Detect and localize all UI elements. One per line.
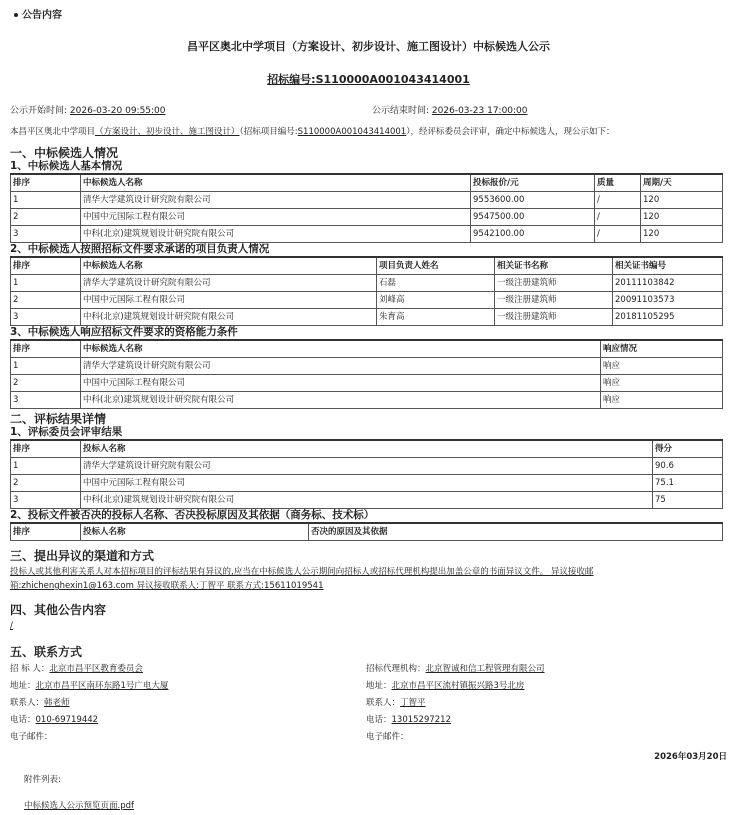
publish-date: 2026年03月20日 [654, 752, 727, 762]
intro-paragraph: 本昌平区奥北中学项目（方案设计、初步设计、施工图设计）（招标项目编号:S110000A001043414001），经评标委员会评审，确定中标候选人，现公示如下： [10, 127, 615, 137]
end-time: 公示结束时间: 2026-03-23 17:00:00 [372, 106, 528, 116]
section-1-sub-1: 1、中标候选人基本情况 [10, 160, 123, 172]
attachment-link[interactable]: 中标候选人公示预览页面.pdf [24, 801, 134, 811]
table-qualification [10, 339, 723, 409]
contact-info [10, 661, 727, 746]
section-label: 公告内容 [10, 0, 727, 22]
tender-code: 招标编号:S110000A001043414001 [267, 73, 470, 86]
other-content: / [10, 621, 13, 631]
table-row: 1 清华大学建筑设计研究院有限公司 90.6 [11, 458, 723, 475]
table-row: 2 中国中元国际工程有限公司 刘峰高 一级注册建筑师 20091103573 [11, 292, 723, 309]
publicity-times [10, 103, 727, 116]
table-row: 1 清华大学建筑设计研究院有限公司 9553600.00 / 120 [11, 192, 723, 209]
agency-contact: 招标代理机构：北京智诚和信工程管理有限公司 地址：北京市昌平区流村镇振兴路3号北房 联系人：丁智平 电话：13015297212 电子邮件： [366, 664, 545, 742]
start-time: 公示开始时间: 2026-03-20 09:55:00 [10, 106, 166, 116]
table-row: 3 中科(北京)建筑规划设计研究院有限公司 75 [11, 492, 723, 509]
table-rejected [10, 522, 723, 541]
section-1-sub-3: 3、中标候选人响应招标文件要求的资格能力条件 [10, 326, 238, 338]
table-evaluation [10, 439, 723, 509]
table-header-row: 排序 投标人名称 得分 [11, 440, 723, 458]
section-1-heading: 一、中标候选人情况 [10, 146, 119, 160]
table-header-row: 排序 投标人名称 否决的原因及其依据 [11, 523, 723, 541]
table-row: 3 中科(北京)建筑规划设计研究院有限公司 朱育高 一级注册建筑师 20181105295 [11, 309, 723, 326]
table-header-row: 排序 中标候选人名称 项目负责人姓名 相关证书名称 相关证书编号 [11, 257, 723, 275]
table-row: 3 中科(北京)建筑规划设计研究院有限公司 9542100.00 / 120 [11, 226, 723, 243]
table-header-row: 排序 中标候选人名称 响应情况 [11, 340, 723, 358]
attachment-label: 附件列表: [24, 775, 61, 785]
table-row: 2 中国中元国际工程有限公司 9547500.00 / 120 [11, 209, 723, 226]
objection-text: 投标人或其他利害关系人对本招标项目的评标结果有异议的,应当在中标候选人公示期间向招标人或招标代理机构提出加盖公章的书面异议文件。 异议接收邮 箱:zhichenghexin1@163.com 异议接收联系人:丁智平 联系方式:15611019541 [10, 567, 594, 591]
table-project-leader [10, 256, 723, 326]
section-3-heading: 三、提出异议的渠道和方式 [10, 549, 155, 563]
section-2-heading: 二、评标结果详情 [10, 412, 107, 426]
table-row: 3 中科(北京)建筑规划设计研究院有限公司 响应 [11, 392, 723, 409]
section-5-heading: 五、联系方式 [10, 645, 83, 659]
section-1-sub-2: 2、中标候选人按照招标文件要求承诺的项目负责人情况 [10, 243, 270, 255]
page-title: 昌平区奥北中学项目（方案设计、初步设计、施工图设计）中标候选人公示 [187, 40, 550, 53]
table-row: 2 中国中元国际工程有限公司 响应 [11, 375, 723, 392]
tenderer-contact: 招 标 人：北京市昌平区教育委员会 地址：北京市昌平区南环东路1号广电大厦 联系人：韩老师 电话：010-69719442 电子邮件： [10, 664, 169, 742]
section-2-sub-2: 2、投标文件被否决的投标人名称、否决投标原因及其依据（商务标、技术标） [10, 509, 375, 521]
table-header-row: 排序 中标候选人名称 投标报价/元 质量 周期/天 [11, 174, 723, 192]
table-basic-info [10, 173, 723, 243]
table-row: 1 清华大学建筑设计研究院有限公司 石磊 一级注册建筑师 20111103842 [11, 275, 723, 292]
section-2-sub-1: 1、评标委员会评审结果 [10, 426, 123, 438]
bullet-icon [14, 13, 18, 17]
table-row: 2 中国中元国际工程有限公司 75.1 [11, 475, 723, 492]
section-4-heading: 四、其他公告内容 [10, 603, 107, 617]
table-row: 1 清华大学建筑设计研究院有限公司 响应 [11, 358, 723, 375]
